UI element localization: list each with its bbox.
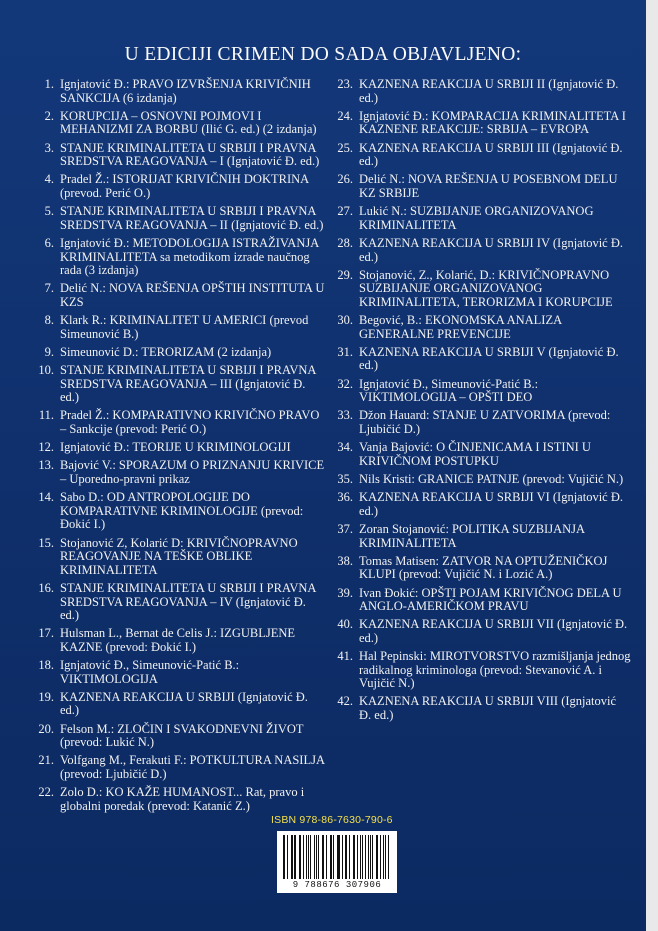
barcode-bar xyxy=(287,835,288,879)
book-title: Hal Pepinski: MIROTVORSTVO razmišljanja jednog radikalnog kriminologa (prevod: Stevanović A. i Vujičić N.) xyxy=(359,649,631,691)
book-title: STANJE KRIMINALITETA U SRBIJI I PRAVNA SREDSTVA REAGOVANJA – III (Ignjatović Đ. ed.) xyxy=(60,363,316,405)
book-list-item xyxy=(331,346,631,373)
barcode-bar xyxy=(354,835,355,879)
book-number: 6. xyxy=(44,235,54,250)
book-title: Ignjatović Đ., Simeunović-Patić B.: VIKTIMOLOGIJA xyxy=(60,658,240,686)
book-number: 21. xyxy=(38,753,54,768)
book-list-item xyxy=(331,173,631,200)
book-title: Pradel Ž.: ISTORIJAT KRIVIČNIH DOKTRINA (prevod. Perić O.) xyxy=(60,172,309,200)
book-title: Felson M.: ZLOČIN I SVAKODNEVNI ŽIVOT (prevod: Lukić N.) xyxy=(60,721,304,750)
book-number: 29. xyxy=(337,267,353,282)
book-number: 10. xyxy=(38,363,54,378)
book-number: 35. xyxy=(337,471,353,486)
book-list-item xyxy=(34,459,326,486)
book-title: Zoran Stojanović: POLITIKA SUZBIJANJA KRIMINALITETA xyxy=(359,521,585,550)
book-number: 38. xyxy=(337,553,353,568)
book-list-item xyxy=(331,78,631,105)
barcode-bar xyxy=(303,835,304,879)
barcode xyxy=(277,831,397,893)
book-list-item xyxy=(331,555,631,582)
book-list-item xyxy=(331,269,631,310)
book-title: Ignjatović Đ.: METODOLOGIJA ISTRAŽIVANJA KRIMINALITETA sa metodikom izrade naučnog rada (3 izdanja) xyxy=(60,235,319,278)
book-number: 3. xyxy=(44,140,54,155)
book-title: Hulsman L., Bernat de Celis J.: IZGUBLJENE KAZNE (prevod: Đokić I.) xyxy=(60,626,296,654)
barcode-bar xyxy=(383,835,384,879)
barcode-bar xyxy=(346,835,347,879)
book-list-item xyxy=(34,491,326,532)
book-list-item xyxy=(331,695,631,722)
barcode-bar xyxy=(337,835,338,879)
book-list-item xyxy=(34,346,326,360)
barcode-bar xyxy=(326,835,327,879)
barcode-bar xyxy=(338,835,339,879)
barcode-bar xyxy=(294,835,295,879)
book-number: 26. xyxy=(337,172,353,187)
book-list-item xyxy=(331,650,631,691)
book-title: Stojanović Z, Kolarić D: KRIVIČNOPRAVNO REAGOVANJE NA TEŠKE OBLIKE KRIMINALITETA xyxy=(60,535,298,577)
book-title: Ivan Đokić: OPŠTI POJAM KRIVIČNOG DELA U ANGLO-AMERIČKOM PRAVU xyxy=(359,585,622,614)
book-title: Klark R.: KRIMINALITET U AMERICI (prevod Simeunović B.) xyxy=(60,313,309,341)
barcode-bar xyxy=(368,835,369,879)
book-list-item xyxy=(34,723,326,750)
book-number: 33. xyxy=(337,408,353,423)
book-list-item xyxy=(34,659,326,686)
book-title: Džon Hauard: STANJE U ZATVORIMA (prevod: Ljubičić D.) xyxy=(359,408,611,436)
book-title: KAZNENA REAKCIJA U SRBIJI II (Ignjatović Đ. ed.) xyxy=(359,77,619,105)
book-title: KAZNENA REAKCIJA U SRBIJI VI (Ignjatović Đ. ed.) xyxy=(359,490,623,518)
book-list-item xyxy=(34,110,326,137)
book-list-item xyxy=(331,314,631,341)
book-number: 27. xyxy=(337,204,353,219)
book-number: 16. xyxy=(38,580,54,595)
book-list-item xyxy=(34,691,326,718)
book-title: Ignjatović Đ.: PRAVO IZVRŠENJA KRIVIČNIH SANKCIJA (6 izdanja) xyxy=(60,77,311,105)
barcode-number: 9 788676 307906 xyxy=(292,880,382,890)
book-number: 25. xyxy=(337,140,353,155)
barcode-bar xyxy=(300,835,301,879)
book-number: 4. xyxy=(44,172,54,187)
book-list-item xyxy=(331,587,631,614)
book-list-item xyxy=(34,78,326,105)
book-list-item xyxy=(34,537,326,578)
book-title: STANJE KRIMINALITETA U SRBIJI I PRAVNA SREDSTVA REAGOVANJA – IV (Ignjatović Đ. ed.) xyxy=(60,580,316,623)
barcode-bar xyxy=(360,835,361,879)
book-title: Volfgang M., Ferakuti F.: POTKULTURA NASILJA (prevod: Ljubičić D.) xyxy=(60,753,325,781)
book-title: Lukić N.: SUZBIJANJE ORGANIZOVANOG KRIMINALITETA xyxy=(359,204,594,232)
book-number: 40. xyxy=(337,617,353,632)
book-title: Delić N.: NOVA REŠENJA U POSEBNOM DELU KZ SRBIJE xyxy=(359,172,618,200)
book-list-item xyxy=(331,237,631,264)
book-list-item xyxy=(34,314,326,341)
book-title: Ignjatović Đ.: KOMPARACIJA KRIMINALITETA I KAZNENE REAKCIJE: SRBIJA – EVROPA xyxy=(359,108,626,137)
book-number: 2. xyxy=(44,108,54,123)
book-list-item xyxy=(34,173,326,200)
book-number: 42. xyxy=(337,694,353,709)
book-list-left xyxy=(34,78,326,818)
book-list-item xyxy=(34,409,326,436)
book-number: 12. xyxy=(38,440,54,455)
book-list-item xyxy=(331,378,631,405)
book-number: 28. xyxy=(337,235,353,250)
book-title: KAZNENA REAKCIJA U SRBIJI IV (Ignjatović Đ. ed.) xyxy=(359,235,623,264)
book-list-item xyxy=(331,110,631,137)
barcode-bar xyxy=(377,835,378,879)
book-title: Simeunović D.: TERORIZAM (2 izdanja) xyxy=(60,344,272,359)
book-list-item xyxy=(34,627,326,654)
book-number: 39. xyxy=(337,585,353,600)
book-number: 30. xyxy=(337,313,353,328)
book-number: 1. xyxy=(44,77,54,91)
page-edge xyxy=(646,0,658,931)
book-title: Sabo D.: OD ANTROPOLOGIJE DO KOMPARATIVNE KRIMINOLOGIJE (prevod: Đokić I.) xyxy=(60,490,304,532)
book-title: KAZNENA REAKCIJA U SRBIJI (Ignjatović Đ. ed.) xyxy=(60,689,308,718)
book-list-item xyxy=(34,582,326,623)
book-title: Ignjatović Đ., Simeunović-Patić B.: VIKTIMOLOGIJA – OPŠTI DEO xyxy=(359,376,539,405)
book-title: Stojanović, Z., Kolarić, D.: KRIVIČNOPRAVNO SUZBIJANJE ORGANIZOVANOG KRIMINALITETA, TERORIZMA I KORUPCIJE xyxy=(359,267,613,309)
book-number: 36. xyxy=(337,490,353,505)
book-number: 5. xyxy=(44,204,54,219)
book-number: 9. xyxy=(44,344,54,359)
book-list-item xyxy=(331,618,631,645)
book-title: Bajović V.: SPORAZUM O PRIZNANJU KRIVICE – Uporedno-pravni prikaz xyxy=(60,458,325,486)
book-number: 34. xyxy=(337,440,353,455)
book-title: STANJE KRIMINALITETA U SRBIJI I PRAVNA SREDSTVA REAGOVANJA – I (Ignjatović Đ. ed.) xyxy=(60,140,320,169)
book-list-item xyxy=(331,523,631,550)
book-title: Ignjatović Đ.: TEORIJE U KRIMINOLOGIJI xyxy=(60,440,291,455)
book-number: 15. xyxy=(38,535,54,550)
book-list-item xyxy=(331,142,631,169)
book-number: 31. xyxy=(337,344,353,359)
book-number: 20. xyxy=(38,721,54,736)
book-number: 22. xyxy=(38,785,54,800)
book-title: Tomas Matisen: ZATVOR NA OPTUŽENIČKOJ KLUPI (prevod: Vujičić N. i Lozić A.) xyxy=(359,553,608,582)
book-number: 14. xyxy=(38,490,54,505)
book-list-item xyxy=(34,282,326,309)
book-list-item xyxy=(331,491,631,518)
book-title: KAZNENA REAKCIJA U SRBIJI VIII (Ignjatović Đ. ed.) xyxy=(359,694,617,723)
book-number: 7. xyxy=(44,281,54,296)
book-title: Vanja Bajović: O ČINJENICAMA I ISTINI U KRIVIČNOM POSTUPKU xyxy=(359,440,591,468)
book-list-item xyxy=(331,205,631,232)
isbn-label: ISBN 978-86-7630-790-6 xyxy=(271,814,393,826)
book-list-right xyxy=(331,78,631,727)
book-number: 11. xyxy=(38,408,54,423)
book-title: Begović, B.: EKONOMSKA ANALIZA GENERALNE PREVENCIJE xyxy=(359,313,562,341)
book-number: 32. xyxy=(337,376,353,391)
book-title: STANJE KRIMINALITETA U SRBIJI I PRAVNA SREDSTVA REAGOVANJA – II (Ignjatović Đ. ed.) xyxy=(60,204,324,232)
book-list-item xyxy=(34,441,326,455)
book-list-item xyxy=(34,754,326,781)
book-number: 19. xyxy=(38,689,54,704)
book-title: Delić N.: NOVA REŠENJA OPŠTIH INSTITUTA U KZS xyxy=(60,281,325,309)
book-number: 37. xyxy=(337,521,353,536)
book-number: 18. xyxy=(38,658,54,673)
book-list-item xyxy=(331,441,631,468)
barcode-bar xyxy=(318,835,319,879)
page-title: U EDICIJI CRIMEN DO SADA OBJAVLJENO: xyxy=(124,44,522,65)
book-number: 41. xyxy=(337,649,353,664)
book-title: KORUPCIJA – OSNOVNI POJMOVI I MEHANIZMI ZA BORBU (Ilić G. ed.) (2 izdanja) xyxy=(60,108,317,137)
book-title: KAZNENA REAKCIJA U SRBIJI VII (Ignjatović Đ. ed.) xyxy=(359,617,628,645)
barcode-bars xyxy=(283,835,391,879)
book-number: 23. xyxy=(337,77,353,91)
book-number: 13. xyxy=(38,458,54,473)
book-number: 17. xyxy=(38,626,54,641)
book-number: 24. xyxy=(337,108,353,123)
book-list-item xyxy=(331,473,631,487)
book-list-item xyxy=(34,786,326,813)
book-list-item xyxy=(34,364,326,405)
book-title: Nils Kristi: GRANICE PATNJE (prevod: Vujičić N.) xyxy=(359,471,624,486)
book-title: KAZNENA REAKCIJA U SRBIJI III (Ignjatović Đ. ed.) xyxy=(359,140,623,169)
barcode-bar xyxy=(314,835,315,879)
book-list-item xyxy=(34,237,326,278)
book-list-item xyxy=(34,142,326,169)
book-list-item xyxy=(331,409,631,436)
book-list-item xyxy=(34,205,326,232)
book-number: 8. xyxy=(44,313,54,328)
book-title: KAZNENA REAKCIJA U SRBIJI V (Ignjatović Đ. ed.) xyxy=(359,344,619,373)
book-title: Zolo D.: KO KAŽE HUMANOST... Rat, pravo i globalni poredak (prevod: Katanić Z.) xyxy=(60,785,305,813)
book-title: Pradel Ž.: KOMPARATIVNO KRIVIČNO PRAVO – Sankcije (prevod: Perić O.) xyxy=(60,408,320,436)
